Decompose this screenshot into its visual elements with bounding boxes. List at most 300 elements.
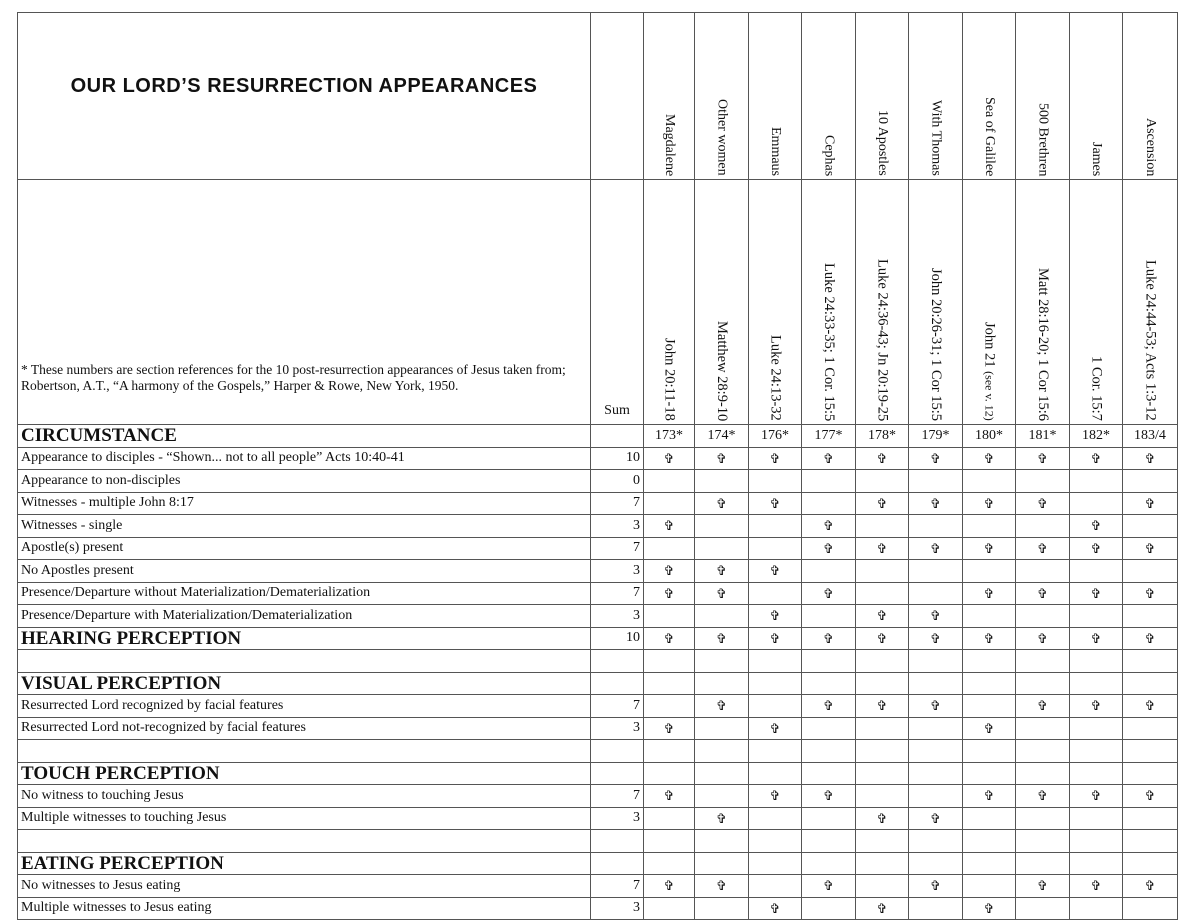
scripture-reference bbox=[928, 268, 943, 421]
scripture-reference-text: Luke 24:13-32 bbox=[767, 335, 784, 421]
empty-cell bbox=[749, 807, 802, 830]
empty-cell bbox=[591, 740, 644, 763]
empty-cell bbox=[963, 807, 1016, 830]
empty-cell bbox=[856, 830, 909, 853]
empty-cell bbox=[749, 537, 802, 560]
empty-cell bbox=[644, 672, 695, 695]
section-row bbox=[18, 627, 1178, 650]
cross-mark-icon: ✞ bbox=[749, 447, 802, 470]
empty-cell bbox=[802, 830, 856, 853]
cross-mark-icon: ✞ bbox=[749, 627, 802, 650]
empty-cell bbox=[695, 672, 749, 695]
empty-cell bbox=[1123, 515, 1178, 538]
empty-cell bbox=[18, 740, 591, 763]
section-heading: HEARING PERCEPTION bbox=[18, 627, 591, 650]
empty-cell bbox=[909, 830, 963, 853]
criterion-label: Appearance to non-disciples bbox=[18, 470, 591, 493]
cross-mark-icon: ✞ bbox=[1123, 537, 1178, 560]
empty-cell bbox=[802, 650, 856, 673]
empty-cell bbox=[909, 740, 963, 763]
cross-mark-icon: ✞ bbox=[1070, 785, 1123, 808]
cross-mark-icon: ✞ bbox=[909, 807, 963, 830]
empty-cell bbox=[909, 470, 963, 493]
cross-mark-icon: ✞ bbox=[802, 515, 856, 538]
empty-cell bbox=[909, 672, 963, 695]
criterion-row bbox=[18, 560, 1178, 583]
sum-cell: 7 bbox=[591, 695, 644, 718]
empty-cell bbox=[963, 762, 1016, 785]
cross-mark-icon: ✞ bbox=[963, 717, 1016, 740]
criterion-row bbox=[18, 537, 1178, 560]
criterion-label: No Apostles present bbox=[18, 560, 591, 583]
empty-cell bbox=[644, 830, 695, 853]
scripture-reference bbox=[662, 338, 677, 421]
sum-cell: 0 bbox=[591, 470, 644, 493]
empty-cell bbox=[963, 695, 1016, 718]
empty-cell bbox=[1070, 852, 1123, 875]
cross-mark-icon: ✞ bbox=[1123, 785, 1178, 808]
empty-cell bbox=[644, 740, 695, 763]
empty-cell bbox=[802, 807, 856, 830]
empty-cell bbox=[591, 830, 644, 853]
empty-cell bbox=[1016, 672, 1070, 695]
sum-cell bbox=[591, 852, 644, 875]
cross-mark-icon: ✞ bbox=[749, 717, 802, 740]
section-row bbox=[18, 762, 1178, 785]
empty-cell bbox=[1070, 605, 1123, 628]
empty-cell bbox=[749, 470, 802, 493]
sum-cell: 3 bbox=[591, 717, 644, 740]
scripture-reference-text: Matthew 28:9-10 bbox=[713, 320, 730, 421]
cross-mark-icon: ✞ bbox=[909, 537, 963, 560]
empty-cell bbox=[856, 582, 909, 605]
sum-cell: 7 bbox=[591, 582, 644, 605]
cross-mark-icon: ✞ bbox=[695, 560, 749, 583]
sum-cell: 3 bbox=[591, 897, 644, 920]
page-title: OUR LORD’S RESURRECTION APPEARANCES bbox=[18, 13, 591, 180]
cross-mark-icon: ✞ bbox=[909, 492, 963, 515]
empty-cell bbox=[963, 672, 1016, 695]
cross-mark-icon: ✞ bbox=[856, 627, 909, 650]
empty-cell bbox=[909, 852, 963, 875]
scripture-reference-text: 1 Cor. 15:7 bbox=[1088, 356, 1105, 421]
cross-mark-icon: ✞ bbox=[1070, 582, 1123, 605]
cross-mark-icon: ✞ bbox=[909, 605, 963, 628]
appearance-name: Other women bbox=[714, 99, 730, 176]
empty-cell bbox=[1016, 717, 1070, 740]
appearance-name: With Thomas bbox=[928, 100, 944, 176]
appearance-name-header bbox=[856, 13, 909, 180]
cross-mark-icon: ✞ bbox=[644, 560, 695, 583]
empty-cell bbox=[1123, 762, 1178, 785]
cross-mark-icon: ✞ bbox=[1123, 627, 1178, 650]
cross-mark-icon: ✞ bbox=[1123, 447, 1178, 470]
scripture-reference-text: Matt 28:16-20; 1 Cor 15:6 bbox=[1034, 267, 1051, 421]
scripture-reference bbox=[1035, 268, 1050, 421]
spacer-row bbox=[18, 740, 1178, 763]
cross-mark-icon: ✞ bbox=[644, 717, 695, 740]
empty-cell bbox=[963, 852, 1016, 875]
cross-mark-icon: ✞ bbox=[1070, 627, 1123, 650]
scripture-reference-text: Luke 24:33-35; 1 Cor. 15:5 bbox=[820, 262, 837, 421]
cross-mark-icon: ✞ bbox=[695, 447, 749, 470]
criterion-label: No witness to touching Jesus bbox=[18, 785, 591, 808]
sum-cell bbox=[591, 762, 644, 785]
empty-cell bbox=[695, 762, 749, 785]
empty-cell bbox=[856, 515, 909, 538]
empty-cell bbox=[1070, 470, 1123, 493]
empty-cell bbox=[749, 762, 802, 785]
cross-mark-icon: ✞ bbox=[1070, 875, 1123, 898]
scripture-reference bbox=[768, 335, 783, 421]
empty-cell bbox=[695, 605, 749, 628]
empty-cell bbox=[1070, 897, 1123, 920]
cross-mark-icon: ✞ bbox=[644, 582, 695, 605]
appearance-name: Ascension bbox=[1143, 117, 1158, 176]
resurrection-appearances-sheet bbox=[17, 12, 1177, 916]
scripture-reference-text: Luke 24:36-43; Jn 20:19-25 bbox=[874, 258, 891, 421]
cross-mark-icon: ✞ bbox=[963, 627, 1016, 650]
empty-cell bbox=[909, 650, 963, 673]
cross-mark-icon: ✞ bbox=[1123, 875, 1178, 898]
section-row bbox=[18, 672, 1178, 695]
cross-mark-icon: ✞ bbox=[856, 537, 909, 560]
empty-cell bbox=[695, 537, 749, 560]
appearance-name: 10 Apostles bbox=[875, 110, 890, 176]
empty-cell bbox=[695, 785, 749, 808]
criterion-label: Resurrected Lord recognized by facial features bbox=[18, 695, 591, 718]
empty-cell bbox=[749, 650, 802, 673]
section-number: 183/4 bbox=[1123, 425, 1178, 448]
empty-cell bbox=[1016, 560, 1070, 583]
empty-cell bbox=[644, 762, 695, 785]
empty-cell bbox=[695, 830, 749, 853]
sum-cell: 10 bbox=[591, 627, 644, 650]
appearance-name-header bbox=[909, 13, 963, 180]
section-number: 178* bbox=[856, 425, 909, 448]
cross-mark-icon: ✞ bbox=[856, 447, 909, 470]
empty-cell bbox=[856, 672, 909, 695]
empty-cell bbox=[1070, 492, 1123, 515]
cross-mark-icon: ✞ bbox=[695, 582, 749, 605]
empty-cell bbox=[909, 582, 963, 605]
empty-cell bbox=[1016, 650, 1070, 673]
empty-cell bbox=[909, 515, 963, 538]
empty-cell bbox=[644, 897, 695, 920]
empty-cell bbox=[749, 515, 802, 538]
scripture-reference-header bbox=[856, 180, 909, 425]
empty-cell bbox=[1123, 807, 1178, 830]
empty-cell bbox=[963, 605, 1016, 628]
empty-cell bbox=[1070, 762, 1123, 785]
section-row bbox=[18, 852, 1178, 875]
cross-mark-icon: ✞ bbox=[749, 560, 802, 583]
criterion-row bbox=[18, 605, 1178, 628]
sum-cell: 7 bbox=[591, 785, 644, 808]
cross-mark-icon: ✞ bbox=[802, 875, 856, 898]
empty-cell bbox=[1070, 740, 1123, 763]
criterion-row bbox=[18, 470, 1178, 493]
appearance-name: James bbox=[1089, 141, 1104, 176]
cross-mark-icon: ✞ bbox=[1016, 875, 1070, 898]
empty-cell bbox=[802, 492, 856, 515]
appearance-names-row bbox=[18, 13, 1178, 180]
cross-mark-icon: ✞ bbox=[856, 695, 909, 718]
empty-cell bbox=[1070, 560, 1123, 583]
empty-cell bbox=[695, 515, 749, 538]
section-number: 179* bbox=[909, 425, 963, 448]
cross-mark-icon: ✞ bbox=[802, 695, 856, 718]
cross-mark-icon: ✞ bbox=[644, 627, 695, 650]
scripture-reference-header bbox=[802, 180, 856, 425]
criterion-label: Apostle(s) present bbox=[18, 537, 591, 560]
criterion-row bbox=[18, 695, 1178, 718]
appearance-name: 500 Brethren bbox=[1035, 102, 1051, 176]
cross-mark-icon: ✞ bbox=[1016, 627, 1070, 650]
empty-cell bbox=[856, 785, 909, 808]
cross-mark-icon: ✞ bbox=[1016, 537, 1070, 560]
empty-cell bbox=[644, 470, 695, 493]
criterion-label: Witnesses - single bbox=[18, 515, 591, 538]
empty-cell bbox=[856, 762, 909, 785]
empty-cell bbox=[695, 852, 749, 875]
appearance-name: Cephas bbox=[821, 134, 837, 176]
cross-mark-icon: ✞ bbox=[856, 492, 909, 515]
cross-mark-icon: ✞ bbox=[695, 875, 749, 898]
criterion-label: No witnesses to Jesus eating bbox=[18, 875, 591, 898]
empty-cell bbox=[909, 785, 963, 808]
empty-cell bbox=[909, 717, 963, 740]
empty-cell bbox=[18, 650, 591, 673]
scripture-reference bbox=[821, 263, 836, 421]
sum-cell: 3 bbox=[591, 560, 644, 583]
cross-mark-icon: ✞ bbox=[1016, 492, 1070, 515]
sum-cell: 3 bbox=[591, 515, 644, 538]
scripture-reference-text: John 21 bbox=[981, 322, 998, 372]
empty-cell bbox=[1070, 807, 1123, 830]
appearance-name-header bbox=[1123, 13, 1178, 180]
cross-mark-icon: ✞ bbox=[1016, 447, 1070, 470]
empty-cell bbox=[749, 695, 802, 718]
empty-cell bbox=[909, 762, 963, 785]
appearance-name: Magdalene bbox=[662, 113, 677, 176]
empty-cell bbox=[749, 830, 802, 853]
empty-cell bbox=[644, 537, 695, 560]
sum-cell: 10 bbox=[591, 447, 644, 470]
cross-mark-icon: ✞ bbox=[1070, 695, 1123, 718]
empty-cell bbox=[1123, 717, 1178, 740]
empty-cell bbox=[1016, 830, 1070, 853]
criterion-row bbox=[18, 492, 1178, 515]
empty-cell bbox=[1016, 762, 1070, 785]
empty-cell bbox=[1123, 470, 1178, 493]
appearance-name-header bbox=[1070, 13, 1123, 180]
cross-mark-icon: ✞ bbox=[802, 582, 856, 605]
empty-cell bbox=[1123, 650, 1178, 673]
empty-cell bbox=[644, 605, 695, 628]
scripture-reference bbox=[1143, 260, 1158, 421]
empty-cell bbox=[1123, 740, 1178, 763]
empty-cell bbox=[963, 830, 1016, 853]
empty-cell bbox=[963, 650, 1016, 673]
criterion-label: Witnesses - multiple John 8:17 bbox=[18, 492, 591, 515]
empty-cell bbox=[1016, 515, 1070, 538]
cross-mark-icon: ✞ bbox=[1016, 582, 1070, 605]
empty-cell bbox=[644, 852, 695, 875]
scripture-reference bbox=[1089, 356, 1104, 421]
empty-cell bbox=[695, 717, 749, 740]
sum-cell bbox=[591, 672, 644, 695]
empty-cell bbox=[1016, 740, 1070, 763]
criterion-row bbox=[18, 447, 1178, 470]
cross-mark-icon: ✞ bbox=[802, 447, 856, 470]
section-heading: VISUAL PERCEPTION bbox=[18, 672, 591, 695]
appearance-name: Emmaus bbox=[768, 127, 783, 176]
empty-cell bbox=[856, 470, 909, 493]
sum-cell: 3 bbox=[591, 807, 644, 830]
section-number: 181* bbox=[1016, 425, 1070, 448]
empty-cell bbox=[1016, 605, 1070, 628]
cross-mark-icon: ✞ bbox=[963, 582, 1016, 605]
cross-mark-icon: ✞ bbox=[1123, 582, 1178, 605]
empty-cell bbox=[644, 492, 695, 515]
criterion-row bbox=[18, 785, 1178, 808]
cross-mark-icon: ✞ bbox=[802, 785, 856, 808]
empty-cell bbox=[1123, 897, 1178, 920]
cross-mark-icon: ✞ bbox=[1016, 785, 1070, 808]
sum-cell: 7 bbox=[591, 875, 644, 898]
empty-cell bbox=[749, 672, 802, 695]
cross-mark-icon: ✞ bbox=[749, 785, 802, 808]
cross-mark-icon: ✞ bbox=[749, 492, 802, 515]
cross-mark-icon: ✞ bbox=[856, 807, 909, 830]
empty-cell bbox=[1123, 560, 1178, 583]
cross-mark-icon: ✞ bbox=[963, 785, 1016, 808]
cross-mark-icon: ✞ bbox=[963, 537, 1016, 560]
empty-cell bbox=[1070, 717, 1123, 740]
sum-cell: 7 bbox=[591, 492, 644, 515]
empty-cell bbox=[749, 740, 802, 763]
empty-cell bbox=[856, 740, 909, 763]
empty-cell bbox=[856, 560, 909, 583]
empty-cell bbox=[1123, 605, 1178, 628]
empty-cell bbox=[856, 852, 909, 875]
appearance-name-header bbox=[749, 13, 802, 180]
section-number: 182* bbox=[1070, 425, 1123, 448]
empty-cell bbox=[749, 852, 802, 875]
appearances-table bbox=[17, 12, 1178, 920]
appearance-name-header bbox=[695, 13, 749, 180]
cross-mark-icon: ✞ bbox=[644, 785, 695, 808]
empty-cell bbox=[644, 695, 695, 718]
section-number: 173* bbox=[644, 425, 695, 448]
empty-cell bbox=[1123, 672, 1178, 695]
empty-cell bbox=[963, 515, 1016, 538]
section-number: 180* bbox=[963, 425, 1016, 448]
empty-cell bbox=[963, 470, 1016, 493]
empty-cell bbox=[749, 582, 802, 605]
section-number: 176* bbox=[749, 425, 802, 448]
cross-mark-icon: ✞ bbox=[1070, 515, 1123, 538]
cross-mark-icon: ✞ bbox=[1123, 492, 1178, 515]
section-row bbox=[18, 425, 1178, 448]
cross-mark-icon: ✞ bbox=[695, 627, 749, 650]
criterion-label: Appearance to disciples - “Shown... not to all people” Acts 10:40-41 bbox=[18, 447, 591, 470]
cross-mark-icon: ✞ bbox=[802, 537, 856, 560]
scripture-reference-text: John 20:11-18 bbox=[661, 338, 678, 421]
cross-mark-icon: ✞ bbox=[749, 605, 802, 628]
sum-cell bbox=[591, 425, 644, 448]
empty-cell bbox=[802, 852, 856, 875]
cross-mark-icon: ✞ bbox=[1016, 695, 1070, 718]
empty-cell bbox=[695, 740, 749, 763]
empty-cell bbox=[1016, 807, 1070, 830]
appearance-name: Sea of Galilee bbox=[982, 96, 997, 176]
criterion-row bbox=[18, 875, 1178, 898]
sum-header-spacer bbox=[591, 13, 644, 180]
empty-cell bbox=[856, 875, 909, 898]
criterion-label: Presence/Departure with Materialization/Dematerialization bbox=[18, 605, 591, 628]
empty-cell bbox=[644, 807, 695, 830]
empty-cell bbox=[1123, 852, 1178, 875]
empty-cell bbox=[909, 560, 963, 583]
scripture-reference-header bbox=[749, 180, 802, 425]
empty-cell bbox=[695, 470, 749, 493]
section-heading: CIRCUMSTANCE bbox=[18, 425, 591, 448]
cross-mark-icon: ✞ bbox=[695, 492, 749, 515]
scripture-reference-header bbox=[909, 180, 963, 425]
criterion-label: Multiple witnesses to touching Jesus bbox=[18, 807, 591, 830]
section-heading: TOUCH PERCEPTION bbox=[18, 762, 591, 785]
cross-mark-icon: ✞ bbox=[1070, 447, 1123, 470]
criterion-label: Resurrected Lord not-recognized by facial features bbox=[18, 717, 591, 740]
scripture-reference-header bbox=[1016, 180, 1070, 425]
scripture-reference-text: Luke 24:44-53; Acts 1:3-12 bbox=[1142, 260, 1159, 421]
empty-cell bbox=[856, 650, 909, 673]
cross-mark-icon: ✞ bbox=[644, 875, 695, 898]
scripture-reference-header bbox=[695, 180, 749, 425]
scripture-reference-text: John 20:26-31; 1 Cor 15:5 bbox=[927, 267, 944, 421]
empty-cell bbox=[802, 560, 856, 583]
cross-mark-icon: ✞ bbox=[963, 447, 1016, 470]
cross-mark-icon: ✞ bbox=[1123, 695, 1178, 718]
cross-mark-icon: ✞ bbox=[856, 605, 909, 628]
empty-cell bbox=[1070, 650, 1123, 673]
sum-header: Sum bbox=[591, 180, 644, 425]
scripture-reference-header bbox=[1123, 180, 1178, 425]
empty-cell bbox=[802, 470, 856, 493]
scripture-reference bbox=[875, 259, 890, 421]
empty-cell bbox=[963, 875, 1016, 898]
empty-cell bbox=[18, 830, 591, 853]
empty-cell bbox=[749, 875, 802, 898]
cross-mark-icon: ✞ bbox=[1070, 537, 1123, 560]
empty-cell bbox=[591, 650, 644, 673]
sum-cell: 7 bbox=[591, 537, 644, 560]
criterion-row bbox=[18, 582, 1178, 605]
cross-mark-icon: ✞ bbox=[909, 875, 963, 898]
appearance-name-header bbox=[802, 13, 856, 180]
empty-cell bbox=[1016, 897, 1070, 920]
sum-cell: 3 bbox=[591, 605, 644, 628]
criterion-label: Presence/Departure without Materialization/Dematerialization bbox=[18, 582, 591, 605]
empty-cell bbox=[856, 717, 909, 740]
criterion-label: Multiple witnesses to Jesus eating bbox=[18, 897, 591, 920]
empty-cell bbox=[802, 717, 856, 740]
empty-cell bbox=[963, 560, 1016, 583]
cross-mark-icon: ✞ bbox=[909, 447, 963, 470]
cross-mark-icon: ✞ bbox=[909, 627, 963, 650]
